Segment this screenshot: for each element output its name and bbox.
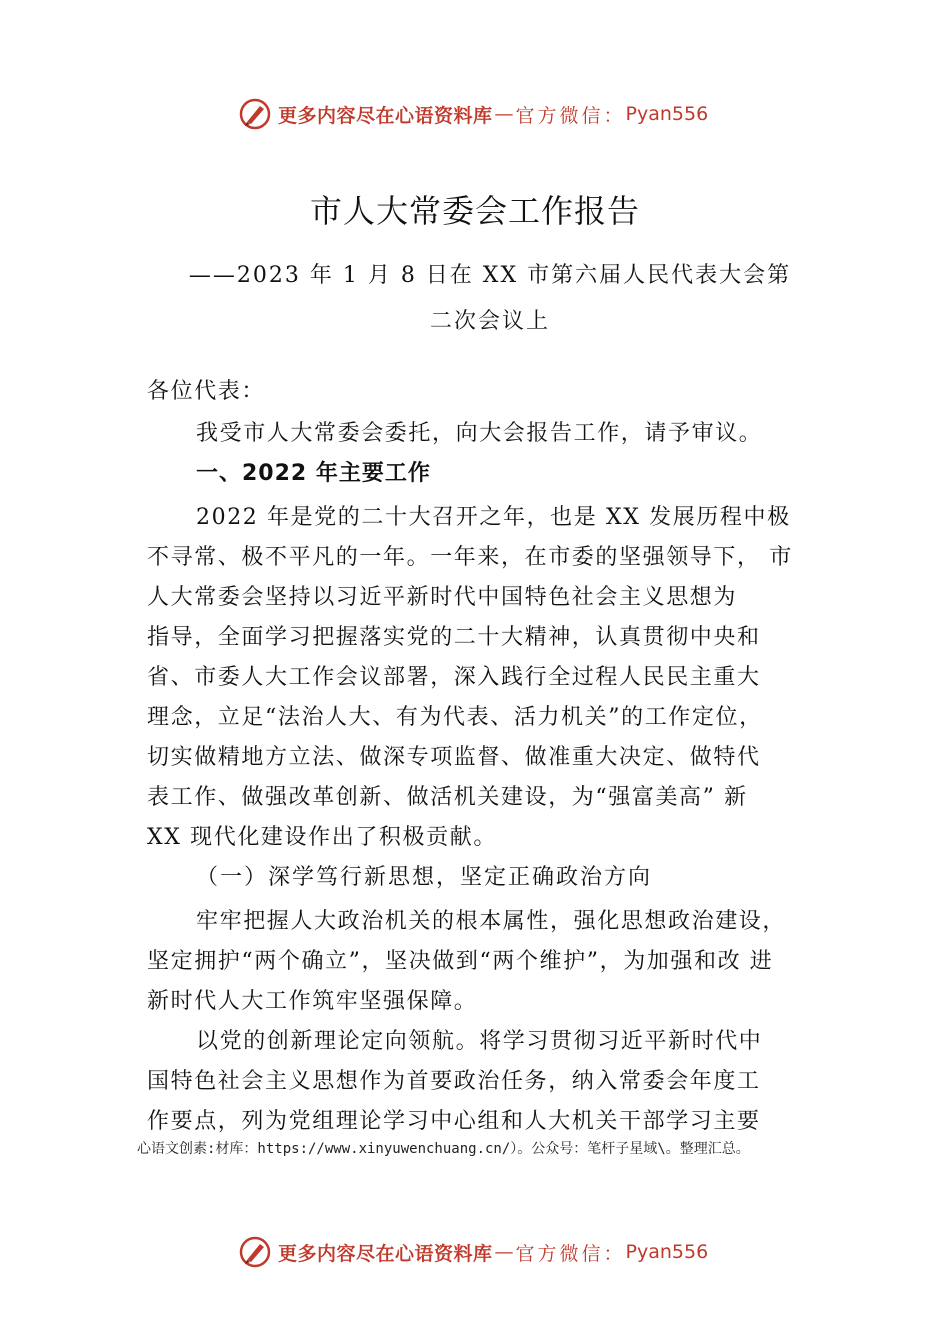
- body-line: 省、市委人大工作会议部署，深入践行全过程人民民主重大: [147, 665, 761, 690]
- footer-banner: [238, 1232, 708, 1272]
- body-line: 表工作、做强改革创新、做活机关建设，为“强富美高” 新: [147, 785, 748, 810]
- document-subtitle-line2: 二次会议上: [429, 309, 550, 334]
- banner-wechat-id: Pyan556: [625, 1241, 709, 1263]
- body-line: 指导，全面学习把握落实党的二十大精神，认真贯彻中央和: [147, 625, 761, 650]
- body-line: 切实做精地方立法、做深专项监督、做准重大决定、做特代: [147, 745, 761, 770]
- section-heading: 一、2022 年主要工作: [196, 461, 431, 486]
- document-title: 市人大常委会工作报告: [309, 192, 640, 230]
- salutation: 各位代表：: [147, 379, 266, 404]
- body-line: 新时代人大工作筑牢坚强保障。: [147, 989, 478, 1014]
- pen-seal-logo-icon: [238, 1235, 272, 1269]
- body-line: 不寻常、极不平凡的一年。一年来，在市委的坚强领导下， 市: [147, 545, 793, 570]
- banner-official: 官方微信：: [515, 1242, 626, 1265]
- document-subtitle-line1: ——2023 年 1 月 8 日在 XX 市第六届人民代表大会第: [188, 263, 792, 288]
- body-line: XX 现代化建设作出了积极贡献。: [147, 825, 497, 850]
- body-line: 人大常委会坚持以习近平新时代中国特色社会主义思想为: [147, 585, 738, 610]
- header-banner: [238, 94, 708, 134]
- banner-brand: 更多内容尽在心语资料库: [278, 1242, 493, 1265]
- body-line: 我受市人大常委会委托，向大会报告工作，请予审议。: [196, 421, 763, 446]
- body-line: 牢牢把握人大政治机关的根本属性，强化思想政治建设，: [196, 909, 787, 934]
- pen-seal-logo-icon: [238, 97, 272, 131]
- body-line: 2022 年是党的二十大召开之年，也是 XX 发展历程中极: [196, 505, 791, 530]
- banner-brand: 更多内容尽在心语资料库: [278, 104, 493, 127]
- subsection-heading: （一）深学笃行新思想，坚定正确政治方向: [196, 865, 653, 890]
- banner-wechat-id: Pyan556: [625, 103, 709, 125]
- body-line: 理念，立足“法治人大、有为代表、活力机关”的工作定位，: [147, 705, 763, 730]
- body-line: 国特色社会主义思想作为首要政治任务，纳入常委会年度工: [147, 1069, 761, 1094]
- banner-dash: —: [494, 1241, 514, 1263]
- source-footer: 心语文创素:材库：https://www.xinyuwenchuang.cn/）。公众号：笔杆子星域\。整理汇总。: [137, 1141, 750, 1157]
- banner-official: 官方微信：: [515, 104, 626, 127]
- body-line: 作要点，列为党组理论学习中心组和人大机关干部学习主要: [147, 1109, 761, 1134]
- banner-dash: —: [494, 103, 514, 125]
- body-line: 坚定拥护“两个确立”，坚决做到“两个维护”，为加强和改 进: [147, 949, 774, 974]
- body-line: 以党的创新理论定向领航。将学习贯彻习近平新时代中: [196, 1029, 763, 1054]
